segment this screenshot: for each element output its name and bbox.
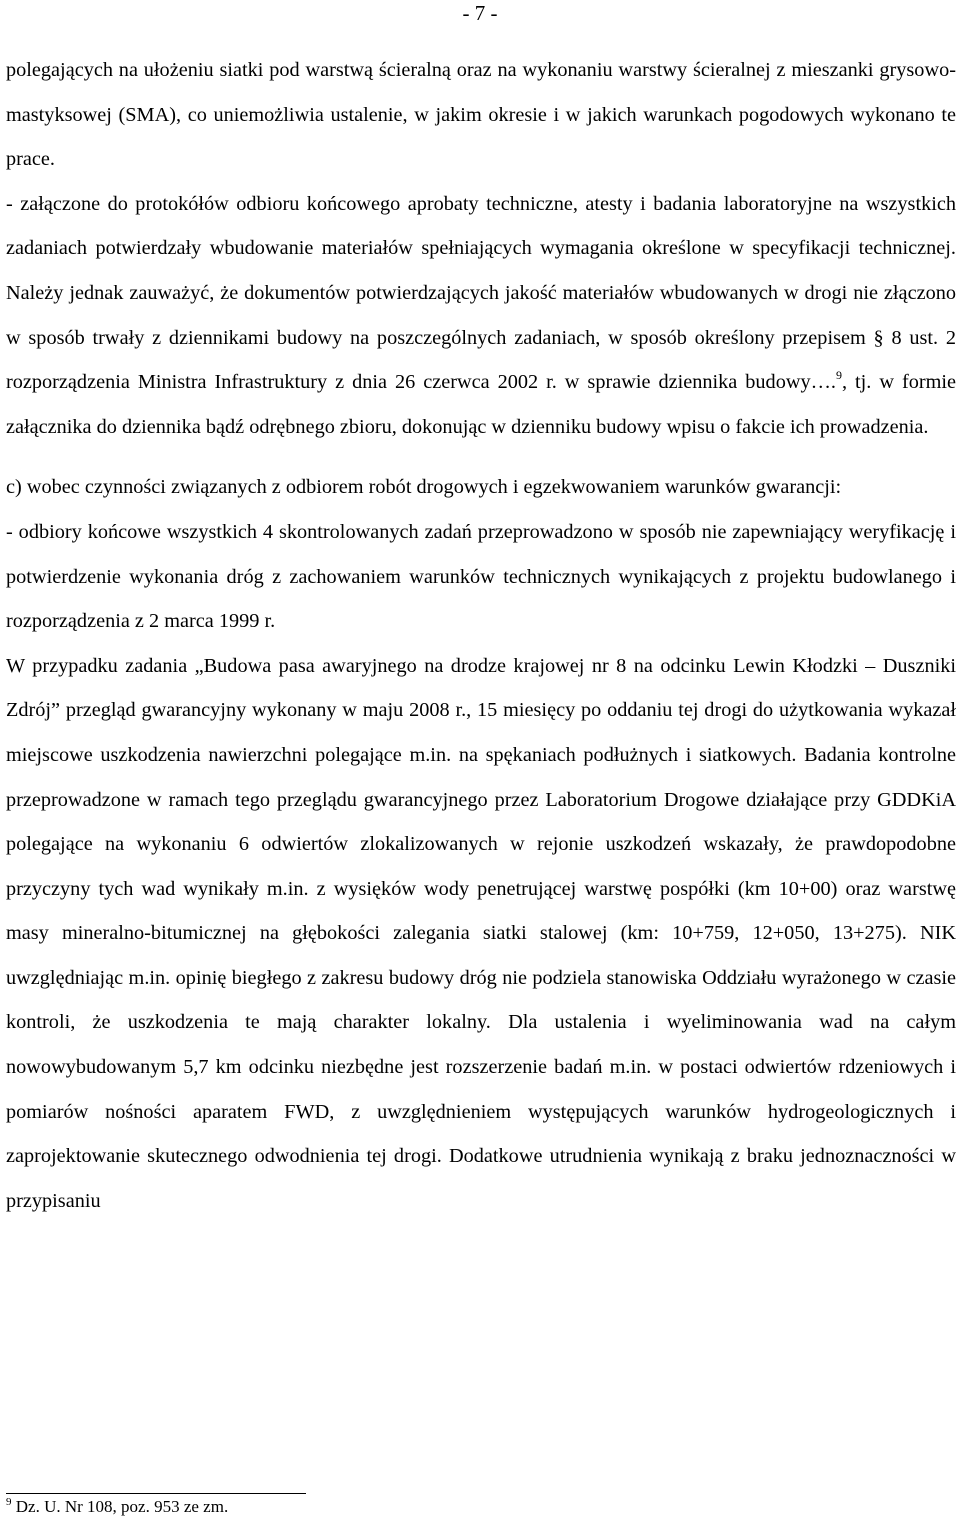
footnote-text: Dz. U. Nr 108, poz. 953 ze zm. (11, 1497, 229, 1516)
footnote-separator (6, 1493, 306, 1494)
paragraph-1: polegających na ułożeniu siatki pod warstwą ścieralną oraz na wykonaniu warstwy ścieralnej z mieszanki grysowo-mastyksowej (SMA), co uniemożliwia ustalenie, w jakim okresie i w jakich warunkach pogodowych wykonano te prace. (6, 59, 956, 171)
paragraph-2-ref: 8 ust. 2 rozporządzenia Ministra Infrastruktury z dnia 26 czerwca 2002 r. w sprawie dziennika budowy…. (6, 326, 957, 394)
paragraph-2 (6, 182, 956, 450)
body-text (6, 48, 956, 1223)
footnote-mark: 9 (6, 1496, 12, 1508)
paragraph-5: W przypadku zadania „Budowa pasa awaryjnego na drodze krajowej nr 8 na odcinku Lewin Kłodzki – Duszniki Zdrój” przegląd gwarancyjny wykonany w maju 2008 r., 15 miesięcy po oddaniu tej drogi do użytkowania wykazał miejscowe uszkodzenia nawierzchni polegające m.in. na spękaniach podłużnych i siatkowych. Badania kontrolne przeprowadzone w ramach tego przeglądu gwarancyjnego przez Laboratorium Drogowe działające przy GDDKiA polegające na wykonaniu 6 odwiertów zlokalizowanych w rejonie uszkodzeń wskazały, że prawdopodobne przyczyny tych wad wynikały m.in. z wysięków wody penetrującej warstwę pospółki (km 10+00) oraz warstwę masy mineralno-bitumicznej na głębokości zalegania siatki stalowej (km: 10+759, 12+050, 13+275). NIK uwzględniając m.in. opinię biegłego z zakresu budowy dróg nie podziela stanowiska Oddziału wyrażonego w czasie kontroli, że uszkodzenia te mają charakter lokalny. Dla ustalenia i wyeliminowania wad na całym nowowybudowanym 5,7 km odcinku niezbędne jest rozszerzenie badań m.in. w postaci odwiertów rdzeniowych i pomiarów nośności aparatem FWD, z uwzględnieniem występujących warunków hydrogeologicznych i zaprojektowanie skutecznego odwodnienia tej drogi. Dodatkowe utrudnienia wynikają z braku jednoznaczności w przypisaniu (6, 654, 956, 1212)
section-sign: § (873, 326, 884, 349)
paragraph-2-tail: , tj. w formie załącznika do dziennika bądź odrębnego zbioru, dokonując w dzienniku budowy wpisu o fakcie ich prowadzenia. (6, 371, 957, 438)
page-number: - 7 - (462, 1, 498, 25)
footnote-reference: 9 (835, 368, 842, 383)
paragraph-2-text: - załączone do protokółów odbioru końcowego aprobaty techniczne, atesty i badania laboratoryjne na wszystkich zadaniach potwierdzały wbudowanie materiałów spełniających wymagania określone w specyfikacji technicznej. Należy jednak zauważyć, że dokumentów potwierdzających jakość materiałów wbudowanych w drogi nie złączono w sposób trwały z dziennikami budowy na poszczególnych zadaniach, w sposób określony przepisem (6, 192, 956, 349)
paragraph-4: - odbiory końcowe wszystkich 4 skontrolowanych zadań przeprowadzono w sposób nie zapewniający weryfikację i potwierdzenie wykonania dróg z zachowaniem warunków technicznych wynikających z projektu budowlanego i rozporządzenia z 2 marca 1999 r. (6, 520, 956, 633)
footnote (6, 1496, 228, 1518)
paragraph-3: c) wobec czynności związanych z odbiorem robót drogowych i egzekwowaniem warunków gwarancji: (6, 476, 842, 499)
paragraph-gap (6, 449, 956, 465)
